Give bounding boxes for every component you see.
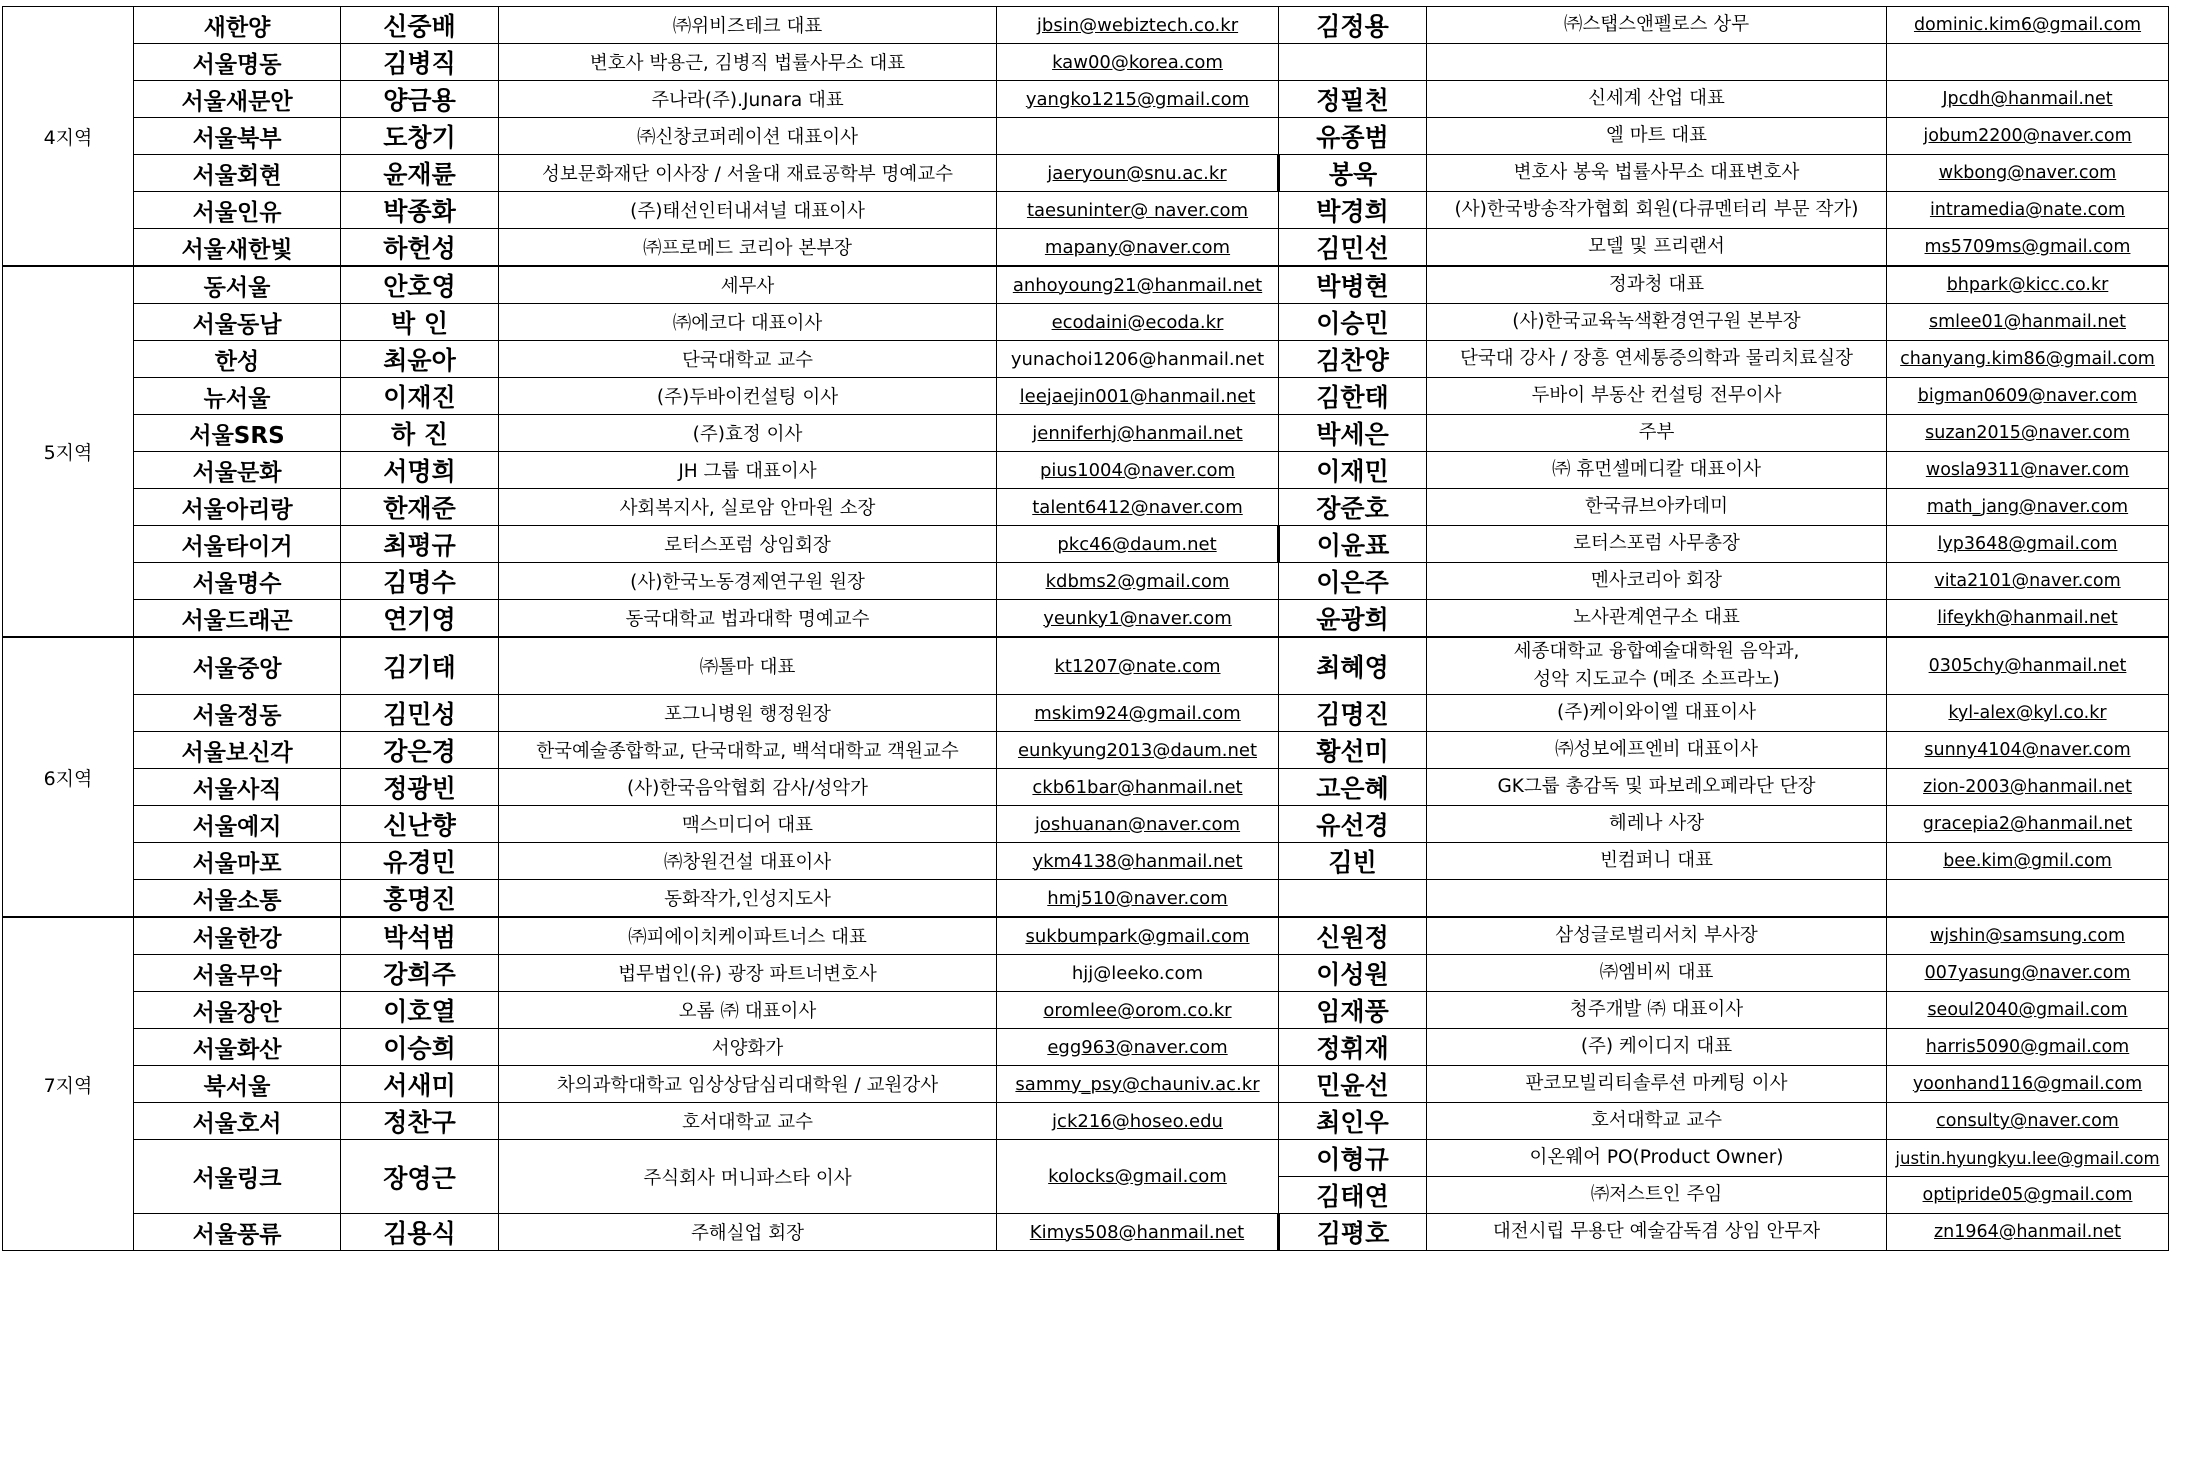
member-name: 김병직 — [341, 44, 499, 81]
partner-name: 김민선 — [1279, 229, 1427, 267]
club-name: 서울명수 — [134, 563, 341, 600]
club-name: 서울명동 — [134, 44, 341, 81]
member-email[interactable]: pius1004@naver.com — [997, 452, 1279, 489]
club-name: 서울사직 — [134, 769, 341, 806]
partner-name: 김빈 — [1279, 843, 1427, 880]
partner-name: 유종범 — [1279, 118, 1427, 155]
partner-name: 김한태 — [1279, 378, 1427, 415]
member-email[interactable]: talent6412@naver.com — [997, 489, 1279, 526]
member-name: 하 진 — [341, 415, 499, 452]
member-email[interactable]: egg963@naver.com — [997, 1029, 1279, 1066]
partner-name: 최혜영 — [1279, 637, 1427, 695]
partner-title: ㈜성보에프엔비 대표이사 — [1427, 732, 1887, 769]
table-row — [3, 806, 2169, 843]
member-email[interactable]: yangko1215@gmail.com — [997, 81, 1279, 118]
partner-title: ㈜스탭스앤펠로스 상무 — [1427, 7, 1887, 44]
partner-title: 세종대학교 융합예술대학원 음악과, 성악 지도교수 (메조 소프라노) — [1427, 637, 1887, 695]
partner-email[interactable]: optipride05@gmail.com — [1887, 1177, 2169, 1214]
member-email[interactable]: kolocks@gmail.com — [997, 1140, 1279, 1214]
table-row — [3, 600, 2169, 638]
member-email[interactable]: leejaejin001@hanmail.net — [997, 378, 1279, 415]
partner-title: 이온웨어 PO(Product Owner) — [1427, 1140, 1887, 1177]
table-row — [3, 732, 2169, 769]
club-name: 서울예지 — [134, 806, 341, 843]
partner-email[interactable]: chanyang.kim86@gmail.com — [1887, 341, 2169, 378]
partner-email[interactable]: wkbong@naver.com — [1887, 155, 2169, 192]
partner-title: ㈜엠비씨 대표 — [1427, 955, 1887, 992]
table-row — [3, 917, 2169, 955]
club-name: 서울링크 — [134, 1140, 341, 1214]
partner-email[interactable]: vita2101@naver.com — [1887, 563, 2169, 600]
club-name: 서울호서 — [134, 1103, 341, 1140]
partner-title: 변호사 봉욱 법률사무소 대표변호사 — [1427, 155, 1887, 192]
table-row — [3, 769, 2169, 806]
member-name: 연기영 — [341, 600, 499, 638]
partner-title: (사)한국교육녹색환경연구원 본부장 — [1427, 304, 1887, 341]
member-roster-table — [2, 6, 2169, 1251]
partner-title: 멘사코리아 회장 — [1427, 563, 1887, 600]
partner-title: 삼성글로벌리서치 부사장 — [1427, 917, 1887, 955]
table-row — [3, 229, 2169, 267]
partner-name: 박병현 — [1279, 266, 1427, 304]
member-name: 박종화 — [341, 192, 499, 229]
club-name: 북서울 — [134, 1066, 341, 1103]
partner-title: 모델 및 프리랜서 — [1427, 229, 1887, 267]
partner-name: 신원정 — [1279, 917, 1427, 955]
partner-title — [1427, 880, 1887, 918]
member-name: 신난향 — [341, 806, 499, 843]
partner-name — [1279, 880, 1427, 918]
member-name: 김명수 — [341, 563, 499, 600]
club-name: 서울화산 — [134, 1029, 341, 1066]
member-title: ㈜위비즈테크 대표 — [499, 7, 997, 44]
member-email[interactable]: pkc46@daum.net — [997, 526, 1279, 563]
club-name: 동서울 — [134, 266, 341, 304]
club-name: 서울회현 — [134, 155, 341, 192]
partner-name: 정휘재 — [1279, 1029, 1427, 1066]
member-name: 유경민 — [341, 843, 499, 880]
member-title: 주해실업 회장 — [499, 1214, 997, 1251]
partner-name: 김명진 — [1279, 695, 1427, 732]
member-name: 이재진 — [341, 378, 499, 415]
partner-title: 엘 마트 대표 — [1427, 118, 1887, 155]
partner-name: 박경희 — [1279, 192, 1427, 229]
member-title: 변호사 박용근, 김병직 법률사무소 대표 — [499, 44, 997, 81]
member-email[interactable]: kdbms2@gmail.com — [997, 563, 1279, 600]
table-row — [3, 266, 2169, 304]
partner-email[interactable]: bigman0609@naver.com — [1887, 378, 2169, 415]
club-name: 서울소통 — [134, 880, 341, 918]
partner-title: ㈜저스트인 주임 — [1427, 1177, 1887, 1214]
partner-title: (주) 케이디지 대표 — [1427, 1029, 1887, 1066]
partner-name — [1279, 44, 1427, 81]
member-email[interactable]: taesuninter@ naver.com — [997, 192, 1279, 229]
table-row — [3, 304, 2169, 341]
partner-title: 단국대 강사 / 장흥 연세통증의학과 물리치료실장 — [1427, 341, 1887, 378]
member-title: 성보문화재단 이사장 / 서울대 재료공학부 명예교수 — [499, 155, 997, 192]
club-name: 서울새문안 — [134, 81, 341, 118]
table-row — [3, 695, 2169, 732]
partner-email — [1887, 880, 2169, 918]
partner-title: 빈컴퍼니 대표 — [1427, 843, 1887, 880]
member-name: 안호영 — [341, 266, 499, 304]
partner-name: 봉욱 — [1279, 155, 1427, 192]
member-title: (주)태선인터내셔널 대표이사 — [499, 192, 997, 229]
club-name: 서울타이거 — [134, 526, 341, 563]
member-email[interactable]: jenniferhj@hanmail.net — [997, 415, 1279, 452]
member-email[interactable]: jaeryoun@snu.ac.kr — [997, 155, 1279, 192]
member-name: 최평규 — [341, 526, 499, 563]
member-email[interactable]: hjj@leeko.com — [997, 955, 1279, 992]
table-row — [3, 637, 2169, 695]
member-title: 주식회사 머니파스타 이사 — [499, 1140, 997, 1214]
member-title: (사)한국노동경제연구원 원장 — [499, 563, 997, 600]
partner-email[interactable]: bee.kim@gmil.com — [1887, 843, 2169, 880]
partner-name: 김찬양 — [1279, 341, 1427, 378]
partner-name: 정필천 — [1279, 81, 1427, 118]
partner-email — [1887, 44, 2169, 81]
member-title: 맥스미디어 대표 — [499, 806, 997, 843]
partner-email[interactable]: zn1964@hanmail.net — [1887, 1214, 2169, 1251]
table-row — [3, 341, 2169, 378]
table-row — [3, 843, 2169, 880]
member-title: 호서대학교 교수 — [499, 1103, 997, 1140]
partner-email[interactable]: wjshin@samsung.com — [1887, 917, 2169, 955]
partner-email[interactable]: dominic.kim6@gmail.com — [1887, 7, 2169, 44]
club-name: 서울정동 — [134, 695, 341, 732]
member-name: 홍명진 — [341, 880, 499, 918]
partner-email[interactable]: harris5090@gmail.com — [1887, 1029, 2169, 1066]
member-email — [997, 118, 1279, 155]
partner-email[interactable]: 0305chy@hanmail.net — [1887, 637, 2169, 695]
partner-email[interactable]: sunny4104@naver.com — [1887, 732, 2169, 769]
member-email[interactable]: eunkyung2013@daum.net — [997, 732, 1279, 769]
member-email[interactable]: joshuanan@naver.com — [997, 806, 1279, 843]
partner-email[interactable]: yoonhand116@gmail.com — [1887, 1066, 2169, 1103]
partner-title: 대전시립 무용단 예술감독겸 상임 안무자 — [1427, 1214, 1887, 1251]
member-name: 도창기 — [341, 118, 499, 155]
partner-title: (사)한국방송작가협회 회원(다큐멘터리 부문 작가) — [1427, 192, 1887, 229]
member-name: 장영근 — [341, 1140, 499, 1214]
member-title: JH 그룹 대표이사 — [499, 452, 997, 489]
partner-name: 장준호 — [1279, 489, 1427, 526]
partner-name: 이형규 — [1279, 1140, 1427, 1177]
partner-email[interactable]: intramedia@nate.com — [1887, 192, 2169, 229]
partner-name: 황선미 — [1279, 732, 1427, 769]
partner-name: 민윤선 — [1279, 1066, 1427, 1103]
partner-name: 김평호 — [1279, 1214, 1427, 1251]
member-name: 서명희 — [341, 452, 499, 489]
partner-name: 유선경 — [1279, 806, 1427, 843]
club-name: 서울SRS — [134, 415, 341, 452]
member-email[interactable]: Kimys508@hanmail.net — [997, 1214, 1279, 1251]
member-title: 법무법인(유) 광장 파트너변호사 — [499, 955, 997, 992]
table-row — [3, 1103, 2169, 1140]
partner-title: 로터스포럼 사무총장 — [1427, 526, 1887, 563]
member-title: ㈜창원건설 대표이사 — [499, 843, 997, 880]
member-name: 강희주 — [341, 955, 499, 992]
partner-title: ㈜ 휴먼셀메디칼 대표이사 — [1427, 452, 1887, 489]
region-label: 7지역 — [3, 917, 134, 1251]
table-row — [3, 378, 2169, 415]
partner-email[interactable]: bhpark@kicc.co.kr — [1887, 266, 2169, 304]
partner-email[interactable]: math_jang@naver.com — [1887, 489, 2169, 526]
member-title: ㈜신창코퍼레이션 대표이사 — [499, 118, 997, 155]
partner-title: 두바이 부동산 컨설팅 전무이사 — [1427, 378, 1887, 415]
club-name: 서울북부 — [134, 118, 341, 155]
member-name: 김용식 — [341, 1214, 499, 1251]
member-name: 최윤아 — [341, 341, 499, 378]
partner-name: 이성원 — [1279, 955, 1427, 992]
partner-email[interactable]: ms5709ms@gmail.com — [1887, 229, 2169, 267]
partner-email[interactable]: justin.hyungkyu.lee@gmail.com — [1887, 1140, 2169, 1177]
club-name: 서울보신각 — [134, 732, 341, 769]
partner-email[interactable]: wosla9311@naver.com — [1887, 452, 2169, 489]
partner-email[interactable]: zion-2003@hanmail.net — [1887, 769, 2169, 806]
partner-email[interactable]: Jpcdh@hanmail.net — [1887, 81, 2169, 118]
table-row — [3, 155, 2169, 192]
partner-email[interactable]: 007yasung@naver.com — [1887, 955, 2169, 992]
club-name: 서울한강 — [134, 917, 341, 955]
member-email[interactable]: sammy_psy@chauniv.ac.kr — [997, 1066, 1279, 1103]
partner-name: 이재민 — [1279, 452, 1427, 489]
member-email[interactable]: yunachoi1206@hanmail.net — [997, 341, 1279, 378]
table-row — [3, 1214, 2169, 1251]
table-row — [3, 1140, 2169, 1177]
partner-title — [1427, 44, 1887, 81]
partner-email[interactable]: lifeykh@hanmail.net — [1887, 600, 2169, 638]
member-name: 정찬구 — [341, 1103, 499, 1140]
partner-title: 청주개발 ㈜ 대표이사 — [1427, 992, 1887, 1029]
member-title: 서양화가 — [499, 1029, 997, 1066]
partner-name: 임재풍 — [1279, 992, 1427, 1029]
table-row — [3, 489, 2169, 526]
partner-name: 이윤표 — [1279, 526, 1427, 563]
member-email[interactable]: mapany@naver.com — [997, 229, 1279, 267]
member-email[interactable]: sukbumpark@gmail.com — [997, 917, 1279, 955]
club-name: 서울새한빛 — [134, 229, 341, 267]
partner-name: 이승민 — [1279, 304, 1427, 341]
member-name: 한재준 — [341, 489, 499, 526]
member-name: 이승희 — [341, 1029, 499, 1066]
member-title: 차의과학대학교 임상상담심리대학원 / 교원강사 — [499, 1066, 997, 1103]
member-title: 포그니병원 행정원장 — [499, 695, 997, 732]
member-name: 양금용 — [341, 81, 499, 118]
table-row — [3, 880, 2169, 918]
table-row — [3, 1066, 2169, 1103]
partner-title: 판코모빌리티솔루션 마케팅 이사 — [1427, 1066, 1887, 1103]
club-name: 서울풍류 — [134, 1214, 341, 1251]
club-name: 새한양 — [134, 7, 341, 44]
member-name: 강은경 — [341, 732, 499, 769]
member-title: 동국대학교 법과대학 명예교수 — [499, 600, 997, 638]
club-name: 서울무악 — [134, 955, 341, 992]
member-title: ㈜에코다 대표이사 — [499, 304, 997, 341]
club-name: 서울장안 — [134, 992, 341, 1029]
member-name: 박 인 — [341, 304, 499, 341]
table-row — [3, 452, 2169, 489]
partner-title: (주)케이와이엘 대표이사 — [1427, 695, 1887, 732]
club-name: 서울마포 — [134, 843, 341, 880]
member-email[interactable]: hmj510@naver.com — [997, 880, 1279, 918]
partner-email[interactable]: consulty@naver.com — [1887, 1103, 2169, 1140]
partner-email[interactable]: suzan2015@naver.com — [1887, 415, 2169, 452]
table-row — [3, 526, 2169, 563]
partner-email[interactable]: seoul2040@gmail.com — [1887, 992, 2169, 1029]
club-name: 서울아리랑 — [134, 489, 341, 526]
club-name: 서울인유 — [134, 192, 341, 229]
member-email[interactable]: anhoyoung21@hanmail.net — [997, 266, 1279, 304]
member-title: 사회복지사, 실로암 안마원 소장 — [499, 489, 997, 526]
table-row — [3, 118, 2169, 155]
member-email[interactable]: yeunky1@naver.com — [997, 600, 1279, 638]
member-title: 로터스포럼 상임회장 — [499, 526, 997, 563]
partner-name: 윤광희 — [1279, 600, 1427, 638]
member-title: 단국대학교 교수 — [499, 341, 997, 378]
partner-title: 정과청 대표 — [1427, 266, 1887, 304]
partner-name: 이은주 — [1279, 563, 1427, 600]
table-row — [3, 44, 2169, 81]
partner-name: 고은혜 — [1279, 769, 1427, 806]
member-name: 하헌성 — [341, 229, 499, 267]
member-email[interactable]: kaw00@korea.com — [997, 44, 1279, 81]
table-row — [3, 563, 2169, 600]
region-label: 6지역 — [3, 637, 134, 917]
member-title: 오롬 ㈜ 대표이사 — [499, 992, 997, 1029]
partner-title: 헤레나 사장 — [1427, 806, 1887, 843]
member-title: 세무사 — [499, 266, 997, 304]
partner-email[interactable]: kyl-alex@kyl.co.kr — [1887, 695, 2169, 732]
partner-title: GK그룹 총감독 및 파보레오페라단 단장 — [1427, 769, 1887, 806]
partner-title: 노사관계연구소 대표 — [1427, 600, 1887, 638]
member-title: (사)한국음악협회 감사/성악가 — [499, 769, 997, 806]
member-name: 정광빈 — [341, 769, 499, 806]
club-name: 서울드래곤 — [134, 600, 341, 638]
member-name: 윤재륜 — [341, 155, 499, 192]
member-name: 이호열 — [341, 992, 499, 1029]
member-title: (주)두바이컨설팅 이사 — [499, 378, 997, 415]
member-title: ㈜프로메드 코리아 본부장 — [499, 229, 997, 267]
member-title: 동화작가,인성지도사 — [499, 880, 997, 918]
club-name: 서울문화 — [134, 452, 341, 489]
member-email[interactable]: oromlee@orom.co.kr — [997, 992, 1279, 1029]
partner-title: 호서대학교 교수 — [1427, 1103, 1887, 1140]
member-title: (주)효정 이사 — [499, 415, 997, 452]
table-row — [3, 415, 2169, 452]
region-label: 4지역 — [3, 7, 134, 267]
partner-name: 박세은 — [1279, 415, 1427, 452]
partner-title: 한국큐브아카데미 — [1427, 489, 1887, 526]
region-label: 5지역 — [3, 266, 134, 637]
member-email[interactable]: jck216@hoseo.edu — [997, 1103, 1279, 1140]
table-row — [3, 7, 2169, 44]
club-name: 서울동남 — [134, 304, 341, 341]
table-row — [3, 1029, 2169, 1066]
club-name: 뉴서울 — [134, 378, 341, 415]
table-row — [3, 992, 2169, 1029]
partner-email[interactable]: jobum2200@naver.com — [1887, 118, 2169, 155]
member-name: 서새미 — [341, 1066, 499, 1103]
club-name: 서울중앙 — [134, 637, 341, 695]
partner-title: 신세계 산업 대표 — [1427, 81, 1887, 118]
table-row — [3, 81, 2169, 118]
member-title: 주나라(주).Junara 대표 — [499, 81, 997, 118]
partner-email[interactable]: gracepia2@hanmail.net — [1887, 806, 2169, 843]
member-email[interactable]: ckb61bar@hanmail.net — [997, 769, 1279, 806]
table-row — [3, 955, 2169, 992]
club-name: 한성 — [134, 341, 341, 378]
partner-name: 김정용 — [1279, 7, 1427, 44]
member-name: 박석범 — [341, 917, 499, 955]
member-title: ㈜톨마 대표 — [499, 637, 997, 695]
member-email[interactable]: kt1207@nate.com — [997, 637, 1279, 695]
member-title: 한국예술종합학교, 단국대학교, 백석대학교 객원교수 — [499, 732, 997, 769]
member-email[interactable]: mskim924@gmail.com — [997, 695, 1279, 732]
member-title: ㈜피에이치케이파트너스 대표 — [499, 917, 997, 955]
member-name: 김기태 — [341, 637, 499, 695]
member-name: 김민성 — [341, 695, 499, 732]
partner-name: 김태연 — [1279, 1177, 1427, 1214]
table-row — [3, 192, 2169, 229]
member-name: 신중배 — [341, 7, 499, 44]
partner-name: 최인우 — [1279, 1103, 1427, 1140]
partner-email[interactable]: smlee01@hanmail.net — [1887, 304, 2169, 341]
partner-email[interactable]: lyp3648@gmail.com — [1887, 526, 2169, 563]
member-email[interactable]: ykm4138@hanmail.net — [997, 843, 1279, 880]
member-email[interactable]: jbsin@webiztech.co.kr — [997, 7, 1279, 44]
partner-title: 주부 — [1427, 415, 1887, 452]
member-email[interactable]: ecodaini@ecoda.kr — [997, 304, 1279, 341]
